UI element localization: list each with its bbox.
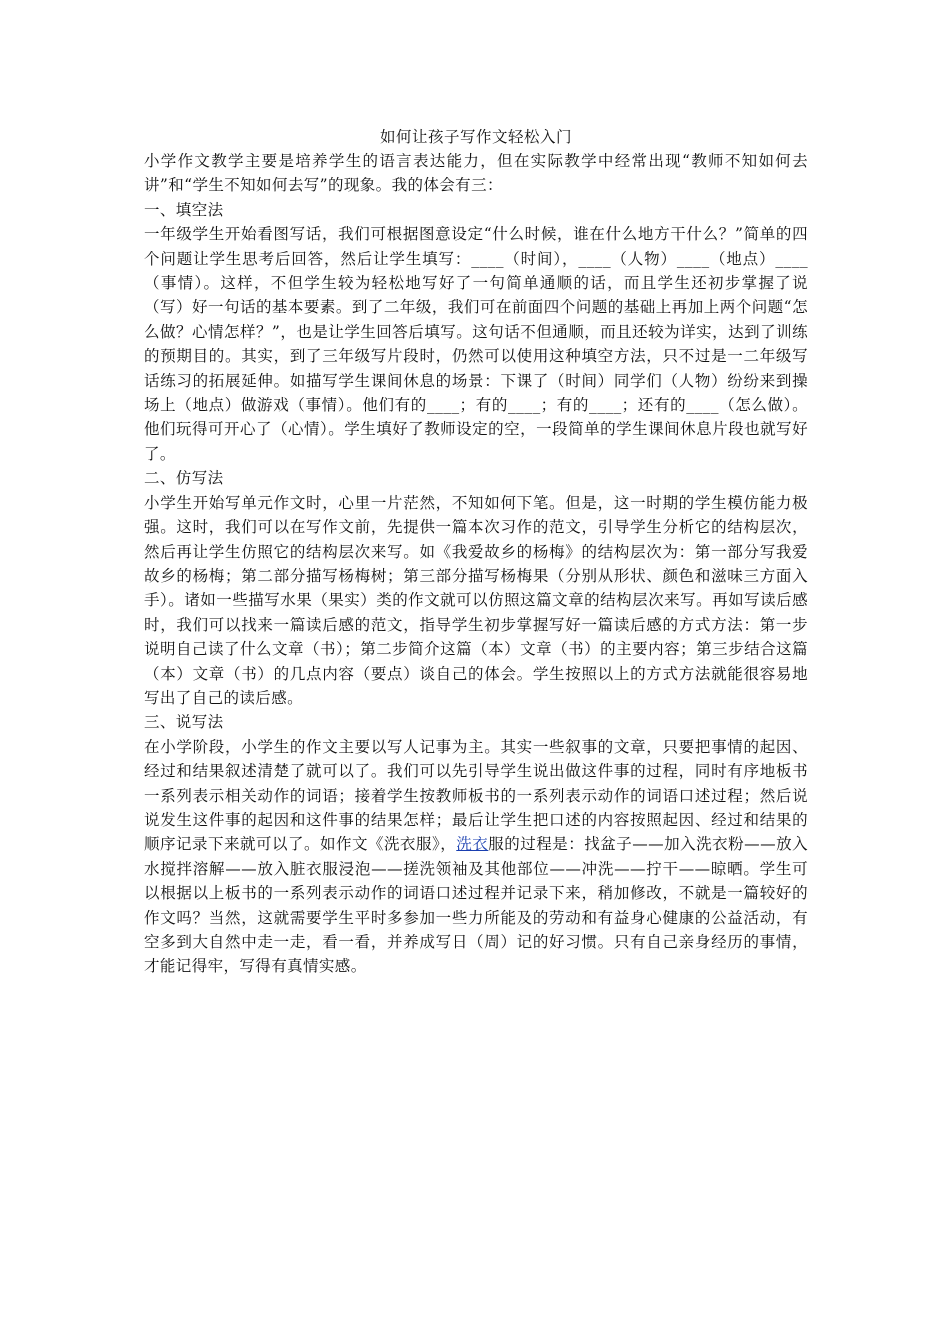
section1-heading: 一、填空法 — [144, 200, 224, 219]
intro-paragraph: 小学作文教学主要是培养学生的语言表达能力，但在实际教学中经常出现“教师不知如何去讲”和“学生不知如何去写”的现象。我的体会有三： — [144, 152, 808, 195]
section3-body-before-link: 在小学阶段，小学生的作文主要以写人记事为主。其实一些叙事的文章，只要把事情的起因、经过和结果叙述清楚了就可以了。我们可以先引导学生说出做这件事的过程，同时有序地板书一系列表示相关动作的词语；接着学生按教师板书的一系列表示动作的词语口述过程；然后说说发生这件事的起因和这件事的结果怎样；最后让学生把口述的内容按照起因、经过和结果的顺序记录下来就可以了。如作文《洗衣服》， — [144, 737, 808, 854]
section3-body-after-link: 服的过程是：找盆子——加入洗衣粉——放入水搅拌溶解——放入脏衣服浸泡——搓洗领袖及其他部位——冲洗——拧干——晾晒。学生可以根据以上板书的一系列表示动作的词语口述过程并记录下来，稍加修改，不就是一篇较好的作文吗？当然，这就需要学生平时多参加一些力所能及的劳动和有益身心健康的公益活动，有空多到大自然中走一走，看一看，并养成写日（周）记的好习惯。只有自己亲身经历的事情，才能记得牢，写得有真情实感。 — [144, 835, 808, 976]
section3-body — [144, 735, 808, 979]
document-title: 如何让孩子写作文轻松入门 — [379, 128, 572, 146]
section2-heading: 二、仿写法 — [144, 469, 224, 488]
section3-heading: 三、说写法 — [144, 713, 224, 732]
section1-body: 一年级学生开始看图写话，我们可根据图意设定“什么时候，谁在什么地方干什么？”简单的四个问题让学生思考后回答，然后让学生填写：____（时间），____（人物）____（地点）____（事情）。这样，不但学生较为轻松地写好了一句简单通顺的话，而且学生还初步掌握了说（写）好一句话的基本要素。到了二年级，我们可在前面四个问题的基础上再加上两个问题“怎么做？心情怎样？”，也是让学生回答后填写。这句话不但通顺，而且还较为详实，达到了训练的预期目的。其实，到了三年级写片段时，仍然可以使用这种填空方法，只不过是一二年级写话练习的拓展延伸。如描写学生课间休息的场景：下课了（时间）同学们（人物）纷纷来到操场上（地点）做游戏（事情）。他们有的____；有的____；有的____；还有的____（怎么做）。他们玩得可开心了（心情）。学生填好了教师设定的空，一段简单的学生课间休息片段也就写好了。 — [144, 225, 808, 463]
document-page — [144, 126, 808, 979]
section2-body: 小学生开始写单元作文时，心里一片茫然，不知如何下笔。但是，这一时期的学生模仿能力极强。这时，我们可以在写作文前，先提供一篇本次习作的范文，引导学生分析它的结构层次，然后再让学生仿照它的结构层次来写。如《我爱故乡的杨梅》的结构层次为：第一部分写我爱故乡的杨梅；第二部分描写杨梅树；第三部分描写杨梅果（分别从形状、颜色和滋味三方面入手）。诸如一些描写水果（果实）类的作文就可以仿照这篇文章的结构层次来写。再如写读后感时，我们可以找来一篇读后感的范文，指导学生初步掌握写好一篇读后感的方式方法：第一步说明自己读了什么文章（书）；第二步简介这篇（本）文章（书）的主要内容；第三步结合这篇（本）文章（书）的几点内容（要点）谈自己的体会。学生按照以上的方式方法就能很容易地写出了自己的读后感。 — [144, 493, 808, 707]
washing-clothes-link[interactable]: 洗衣 — [456, 835, 489, 854]
